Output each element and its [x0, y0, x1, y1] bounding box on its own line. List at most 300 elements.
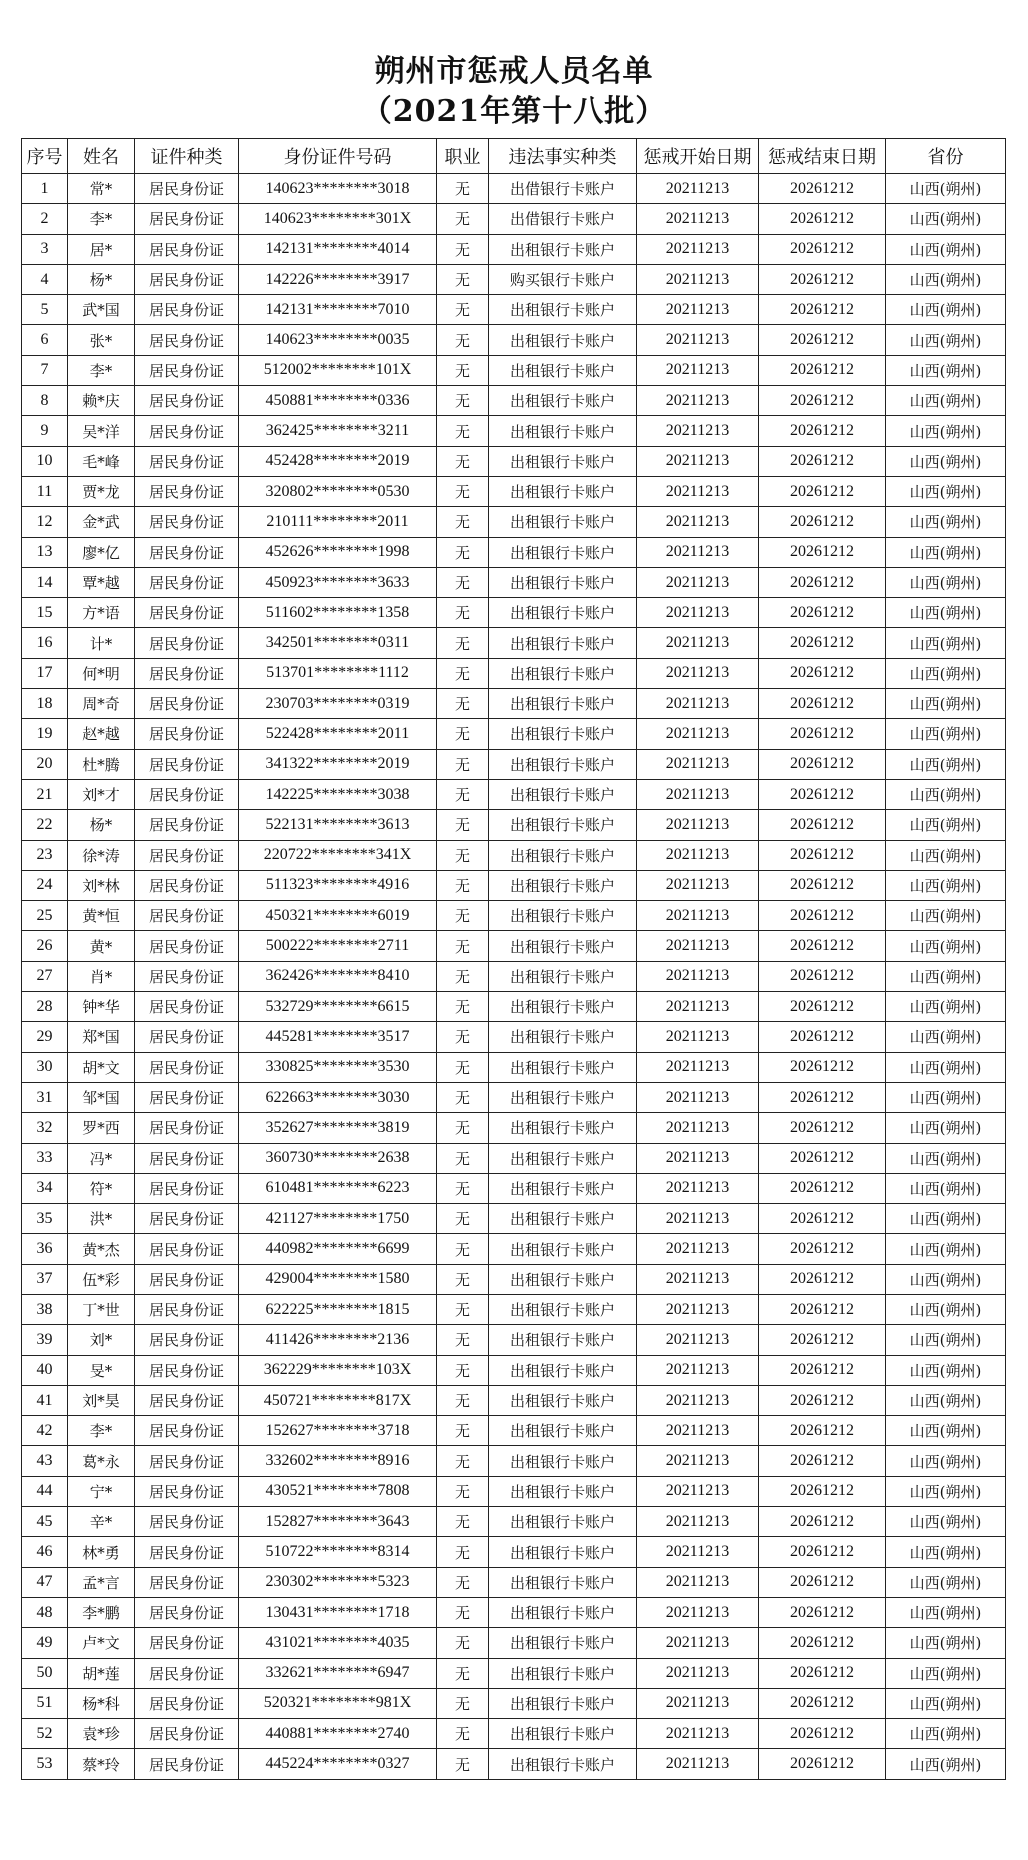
person-name: 胡*莲 [68, 1658, 135, 1688]
start-date: 20211213 [637, 1204, 759, 1234]
row-index: 44 [22, 1476, 68, 1506]
person-name: 李* [68, 1416, 135, 1446]
id-number: 532729********6615 [239, 992, 437, 1022]
id-number: 450321********6019 [239, 901, 437, 931]
id-number: 352627********3819 [239, 1113, 437, 1143]
occupation: 无 [437, 567, 489, 597]
table-row [22, 1204, 1006, 1234]
row-index: 40 [22, 1355, 68, 1385]
occupation: 无 [437, 355, 489, 385]
province: 山西(朔州) [886, 1264, 1006, 1294]
violation-type: 出租银行卡账户 [489, 658, 637, 688]
penalty-list-table [21, 138, 1006, 1780]
id-type: 居民身份证 [135, 174, 239, 204]
table-row [22, 476, 1006, 506]
table-row [22, 749, 1006, 779]
violation-type: 出租银行卡账户 [489, 870, 637, 900]
row-index: 1 [22, 174, 68, 204]
end-date: 20261212 [759, 355, 886, 385]
violation-type: 出租银行卡账户 [489, 779, 637, 809]
id-number: 445281********3517 [239, 1022, 437, 1052]
person-name: 郑*国 [68, 1022, 135, 1052]
document-subtitle: （2021年第十八批） [361, 94, 667, 129]
start-date: 20211213 [637, 204, 759, 234]
id-number: 140623********0035 [239, 325, 437, 355]
violation-type: 出租银行卡账户 [489, 1113, 637, 1143]
id-number: 610481********6223 [239, 1173, 437, 1203]
violation-type: 出租银行卡账户 [489, 1173, 637, 1203]
id-number: 421127********1750 [239, 1204, 437, 1234]
id-number: 142131********4014 [239, 234, 437, 264]
province: 山西(朔州) [886, 870, 1006, 900]
occupation: 无 [437, 1113, 489, 1143]
header-col-id-type: 证件种类 [135, 139, 239, 174]
violation-type: 出租银行卡账户 [489, 1688, 637, 1718]
id-type: 居民身份证 [135, 204, 239, 234]
person-name: 林*勇 [68, 1537, 135, 1567]
violation-type: 出租银行卡账户 [489, 689, 637, 719]
occupation: 无 [437, 961, 489, 991]
table-row [22, 1416, 1006, 1446]
table-row [22, 1173, 1006, 1203]
province: 山西(朔州) [886, 719, 1006, 749]
start-date: 20211213 [637, 1446, 759, 1476]
violation-type: 出租银行卡账户 [489, 446, 637, 476]
province: 山西(朔州) [886, 1507, 1006, 1537]
header-col-name: 姓名 [68, 139, 135, 174]
violation-type: 出租银行卡账户 [489, 719, 637, 749]
id-type: 居民身份证 [135, 1628, 239, 1658]
row-index: 35 [22, 1204, 68, 1234]
province: 山西(朔州) [886, 264, 1006, 294]
start-date: 20211213 [637, 1688, 759, 1718]
occupation: 无 [437, 476, 489, 506]
table-row [22, 901, 1006, 931]
id-type: 居民身份证 [135, 810, 239, 840]
id-number: 512002********101X [239, 355, 437, 385]
person-name: 黄*恒 [68, 901, 135, 931]
violation-type: 出租银行卡账户 [489, 840, 637, 870]
row-index: 2 [22, 204, 68, 234]
violation-type: 出租银行卡账户 [489, 476, 637, 506]
id-number: 320802********0530 [239, 476, 437, 506]
start-date: 20211213 [637, 1537, 759, 1567]
table-row [22, 779, 1006, 809]
table-row [22, 1476, 1006, 1506]
table-row [22, 1113, 1006, 1143]
person-name: 刘*昊 [68, 1385, 135, 1415]
id-type: 居民身份证 [135, 658, 239, 688]
province: 山西(朔州) [886, 1294, 1006, 1324]
id-number: 450721********817X [239, 1385, 437, 1415]
start-date: 20211213 [637, 1022, 759, 1052]
occupation: 无 [437, 658, 489, 688]
header-col-occupation: 职业 [437, 139, 489, 174]
occupation: 无 [437, 1022, 489, 1052]
row-index: 8 [22, 386, 68, 416]
id-number: 332621********6947 [239, 1658, 437, 1688]
table-row [22, 1628, 1006, 1658]
id-type: 居民身份证 [135, 1204, 239, 1234]
end-date: 20261212 [759, 870, 886, 900]
table-row [22, 1355, 1006, 1385]
province: 山西(朔州) [886, 567, 1006, 597]
occupation: 无 [437, 719, 489, 749]
row-index: 47 [22, 1567, 68, 1597]
id-type: 居民身份证 [135, 1234, 239, 1264]
id-number: 450881********0336 [239, 386, 437, 416]
table-row [22, 658, 1006, 688]
province: 山西(朔州) [886, 1719, 1006, 1749]
violation-type: 出租银行卡账户 [489, 1476, 637, 1506]
occupation: 无 [437, 386, 489, 416]
start-date: 20211213 [637, 961, 759, 991]
person-name: 杨*科 [68, 1688, 135, 1718]
row-index: 45 [22, 1507, 68, 1537]
id-type: 居民身份证 [135, 1082, 239, 1112]
id-type: 居民身份证 [135, 1416, 239, 1446]
id-number: 510722********8314 [239, 1537, 437, 1567]
end-date: 20261212 [759, 1507, 886, 1537]
province: 山西(朔州) [886, 1143, 1006, 1173]
end-date: 20261212 [759, 598, 886, 628]
violation-type: 出租银行卡账户 [489, 1537, 637, 1567]
id-number: 622225********1815 [239, 1294, 437, 1324]
table-row [22, 870, 1006, 900]
table-row [22, 1658, 1006, 1688]
end-date: 20261212 [759, 325, 886, 355]
start-date: 20211213 [637, 658, 759, 688]
start-date: 20211213 [637, 507, 759, 537]
id-type: 居民身份证 [135, 901, 239, 931]
table-row [22, 840, 1006, 870]
table-row [22, 1537, 1006, 1567]
id-type: 居民身份证 [135, 1537, 239, 1567]
header-col-end-date: 惩戒结束日期 [759, 139, 886, 174]
id-type: 居民身份证 [135, 1325, 239, 1355]
id-number: 362426********8410 [239, 961, 437, 991]
table-row [22, 1022, 1006, 1052]
occupation: 无 [437, 295, 489, 325]
person-name: 刘* [68, 1325, 135, 1355]
province: 山西(朔州) [886, 992, 1006, 1022]
row-index: 34 [22, 1173, 68, 1203]
id-number: 452428********2019 [239, 446, 437, 476]
id-type: 居民身份证 [135, 1749, 239, 1779]
document-title: 朔州市惩戒人员名单 [374, 54, 654, 89]
person-name: 吴*洋 [68, 416, 135, 446]
row-index: 30 [22, 1052, 68, 1082]
id-type: 居民身份证 [135, 537, 239, 567]
id-number: 431021********4035 [239, 1628, 437, 1658]
end-date: 20261212 [759, 264, 886, 294]
violation-type: 出租银行卡账户 [489, 1567, 637, 1597]
id-type: 居民身份证 [135, 416, 239, 446]
row-index: 17 [22, 658, 68, 688]
province: 山西(朔州) [886, 1476, 1006, 1506]
violation-type: 出租银行卡账户 [489, 1204, 637, 1234]
id-type: 居民身份证 [135, 840, 239, 870]
id-type: 居民身份证 [135, 1567, 239, 1597]
person-name: 李*鹏 [68, 1597, 135, 1627]
row-index: 31 [22, 1082, 68, 1112]
id-type: 居民身份证 [135, 264, 239, 294]
id-type: 居民身份证 [135, 295, 239, 325]
person-name: 廖*亿 [68, 537, 135, 567]
start-date: 20211213 [637, 1597, 759, 1627]
id-type: 居民身份证 [135, 598, 239, 628]
id-type: 居民身份证 [135, 1173, 239, 1203]
start-date: 20211213 [637, 1355, 759, 1385]
table-row [22, 992, 1006, 1022]
end-date: 20261212 [759, 1082, 886, 1112]
occupation: 无 [437, 1507, 489, 1537]
end-date: 20261212 [759, 1204, 886, 1234]
table-row [22, 1234, 1006, 1264]
person-name: 常* [68, 174, 135, 204]
province: 山西(朔州) [886, 598, 1006, 628]
header-col-violation-type: 违法事实种类 [489, 139, 637, 174]
occupation: 无 [437, 1446, 489, 1476]
end-date: 20261212 [759, 1173, 886, 1203]
id-number: 440881********2740 [239, 1719, 437, 1749]
occupation: 无 [437, 1325, 489, 1355]
start-date: 20211213 [637, 840, 759, 870]
id-type: 居民身份证 [135, 507, 239, 537]
id-type: 居民身份证 [135, 567, 239, 597]
row-index: 48 [22, 1597, 68, 1627]
occupation: 无 [437, 234, 489, 264]
start-date: 20211213 [637, 1234, 759, 1264]
person-name: 旻* [68, 1355, 135, 1385]
violation-type: 出租银行卡账户 [489, 355, 637, 385]
occupation: 无 [437, 174, 489, 204]
violation-type: 出租银行卡账户 [489, 1507, 637, 1537]
occupation: 无 [437, 507, 489, 537]
table-row [22, 264, 1006, 294]
end-date: 20261212 [759, 1446, 886, 1476]
violation-type: 出租银行卡账户 [489, 1325, 637, 1355]
id-type: 居民身份证 [135, 386, 239, 416]
province: 山西(朔州) [886, 1688, 1006, 1718]
start-date: 20211213 [637, 719, 759, 749]
person-name: 何*明 [68, 658, 135, 688]
occupation: 无 [437, 1628, 489, 1658]
id-number: 342501********0311 [239, 628, 437, 658]
table-row [22, 507, 1006, 537]
table-row [22, 931, 1006, 961]
table-row [22, 1446, 1006, 1476]
start-date: 20211213 [637, 386, 759, 416]
header-col-id-number: 身份证件号码 [239, 139, 437, 174]
end-date: 20261212 [759, 719, 886, 749]
id-number: 522428********2011 [239, 719, 437, 749]
table-row [22, 174, 1006, 204]
province: 山西(朔州) [886, 961, 1006, 991]
person-name: 覃*越 [68, 567, 135, 597]
end-date: 20261212 [759, 446, 886, 476]
province: 山西(朔州) [886, 174, 1006, 204]
table-row [22, 810, 1006, 840]
violation-type: 出借银行卡账户 [489, 174, 637, 204]
occupation: 无 [437, 628, 489, 658]
end-date: 20261212 [759, 1688, 886, 1718]
id-number: 362425********3211 [239, 416, 437, 446]
start-date: 20211213 [637, 1264, 759, 1294]
violation-type: 出租银行卡账户 [489, 1022, 637, 1052]
occupation: 无 [437, 1476, 489, 1506]
row-index: 51 [22, 1688, 68, 1718]
province: 山西(朔州) [886, 1325, 1006, 1355]
province: 山西(朔州) [886, 1113, 1006, 1143]
person-name: 辛* [68, 1507, 135, 1537]
row-index: 39 [22, 1325, 68, 1355]
id-type: 居民身份证 [135, 931, 239, 961]
id-type: 居民身份证 [135, 1719, 239, 1749]
person-name: 冯* [68, 1143, 135, 1173]
row-index: 9 [22, 416, 68, 446]
id-number: 452626********1998 [239, 537, 437, 567]
row-index: 13 [22, 537, 68, 567]
occupation: 无 [437, 1082, 489, 1112]
end-date: 20261212 [759, 295, 886, 325]
violation-type: 出租银行卡账户 [489, 749, 637, 779]
occupation: 无 [437, 1143, 489, 1173]
end-date: 20261212 [759, 537, 886, 567]
id-type: 居民身份证 [135, 325, 239, 355]
start-date: 20211213 [637, 1325, 759, 1355]
violation-type: 出租银行卡账户 [489, 1264, 637, 1294]
end-date: 20261212 [759, 749, 886, 779]
row-index: 27 [22, 961, 68, 991]
start-date: 20211213 [637, 1173, 759, 1203]
end-date: 20261212 [759, 1476, 886, 1506]
province: 山西(朔州) [886, 1446, 1006, 1476]
id-type: 居民身份证 [135, 1385, 239, 1415]
person-name: 袁*珍 [68, 1719, 135, 1749]
person-name: 武*国 [68, 295, 135, 325]
person-name: 黄* [68, 931, 135, 961]
person-name: 蔡*玲 [68, 1749, 135, 1779]
row-index: 53 [22, 1749, 68, 1779]
person-name: 黄*杰 [68, 1234, 135, 1264]
province: 山西(朔州) [886, 1749, 1006, 1779]
province: 山西(朔州) [886, 931, 1006, 961]
violation-type: 出租银行卡账户 [489, 1355, 637, 1385]
person-name: 刘*才 [68, 779, 135, 809]
occupation: 无 [437, 1234, 489, 1264]
province: 山西(朔州) [886, 749, 1006, 779]
violation-type: 出租银行卡账户 [489, 295, 637, 325]
start-date: 20211213 [637, 598, 759, 628]
row-index: 49 [22, 1628, 68, 1658]
start-date: 20211213 [637, 537, 759, 567]
start-date: 20211213 [637, 1113, 759, 1143]
end-date: 20261212 [759, 476, 886, 506]
table-row [22, 204, 1006, 234]
province: 山西(朔州) [886, 840, 1006, 870]
row-index: 41 [22, 1385, 68, 1415]
id-number: 142131********7010 [239, 295, 437, 325]
violation-type: 出借银行卡账户 [489, 204, 637, 234]
occupation: 无 [437, 931, 489, 961]
start-date: 20211213 [637, 1082, 759, 1112]
end-date: 20261212 [759, 1052, 886, 1082]
id-number: 500222********2711 [239, 931, 437, 961]
row-index: 46 [22, 1537, 68, 1567]
violation-type: 出租银行卡账户 [489, 961, 637, 991]
start-date: 20211213 [637, 749, 759, 779]
id-type: 居民身份证 [135, 1264, 239, 1294]
id-type: 居民身份证 [135, 1658, 239, 1688]
end-date: 20261212 [759, 1416, 886, 1446]
id-number: 522131********3613 [239, 810, 437, 840]
id-type: 居民身份证 [135, 355, 239, 385]
table-row [22, 1719, 1006, 1749]
start-date: 20211213 [637, 1385, 759, 1415]
person-name: 洪* [68, 1204, 135, 1234]
end-date: 20261212 [759, 1567, 886, 1597]
violation-type: 出租银行卡账户 [489, 901, 637, 931]
province: 山西(朔州) [886, 1082, 1006, 1112]
person-name: 宁* [68, 1476, 135, 1506]
end-date: 20261212 [759, 779, 886, 809]
table-row [22, 598, 1006, 628]
violation-type: 出租银行卡账户 [489, 1446, 637, 1476]
person-name: 居* [68, 234, 135, 264]
person-name: 杜*腾 [68, 749, 135, 779]
id-type: 居民身份证 [135, 719, 239, 749]
violation-type: 出租银行卡账户 [489, 1628, 637, 1658]
id-number: 511602********1358 [239, 598, 437, 628]
end-date: 20261212 [759, 204, 886, 234]
row-index: 4 [22, 264, 68, 294]
person-name: 赖*庆 [68, 386, 135, 416]
occupation: 无 [437, 1567, 489, 1597]
province: 山西(朔州) [886, 689, 1006, 719]
row-index: 24 [22, 870, 68, 900]
end-date: 20261212 [759, 1294, 886, 1324]
violation-type: 出租银行卡账户 [489, 992, 637, 1022]
province: 山西(朔州) [886, 1537, 1006, 1567]
row-index: 3 [22, 234, 68, 264]
row-index: 37 [22, 1264, 68, 1294]
table-row [22, 1688, 1006, 1718]
person-name: 肖* [68, 961, 135, 991]
id-number: 520321********981X [239, 1688, 437, 1718]
occupation: 无 [437, 1658, 489, 1688]
start-date: 20211213 [637, 325, 759, 355]
table-row [22, 234, 1006, 264]
id-number: 140623********301X [239, 204, 437, 234]
row-index: 43 [22, 1446, 68, 1476]
person-name: 丁*世 [68, 1294, 135, 1324]
violation-type: 出租银行卡账户 [489, 1052, 637, 1082]
table-row [22, 1052, 1006, 1082]
row-index: 20 [22, 749, 68, 779]
occupation: 无 [437, 1294, 489, 1324]
province: 山西(朔州) [886, 1385, 1006, 1415]
start-date: 20211213 [637, 476, 759, 506]
violation-type: 出租银行卡账户 [489, 810, 637, 840]
occupation: 无 [437, 779, 489, 809]
row-index: 18 [22, 689, 68, 719]
id-type: 居民身份证 [135, 234, 239, 264]
end-date: 20261212 [759, 1143, 886, 1173]
occupation: 无 [437, 901, 489, 931]
id-number: 330825********3530 [239, 1052, 437, 1082]
end-date: 20261212 [759, 931, 886, 961]
